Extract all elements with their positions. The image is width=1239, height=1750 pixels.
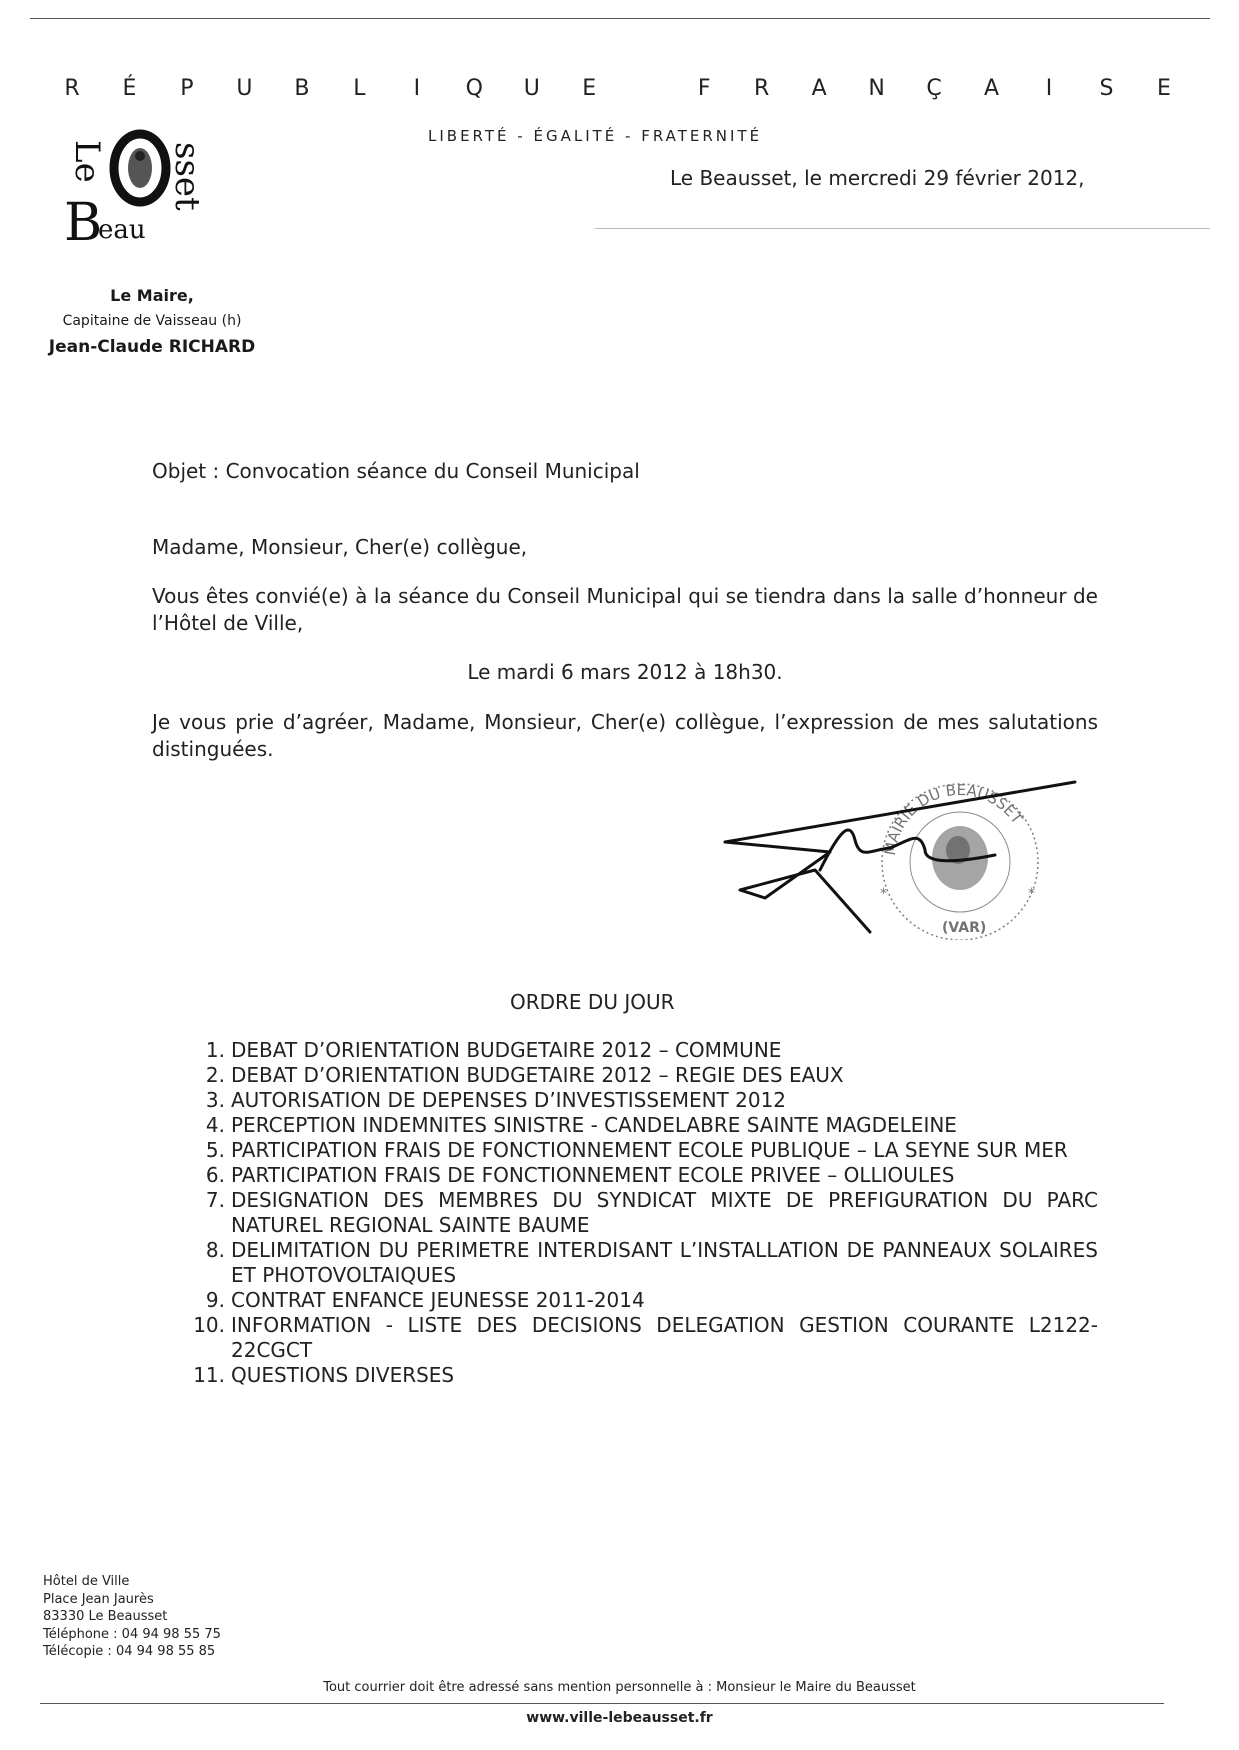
svg-text:MAIRIE DU BEAUSSET: MAIRIE DU BEAUSSET xyxy=(880,780,1027,857)
agenda-item: 4. PERCEPTION INDEMNITES SINISTRE - CANDELABRE SAINTE MAGDELEINE xyxy=(205,1113,957,1137)
mayor-rank: Capitaine de Vaisseau (h) xyxy=(62,313,242,329)
svg-text:sset: sset xyxy=(167,142,207,211)
heading-letter xyxy=(637,76,657,101)
town-logo xyxy=(64,128,207,253)
agenda-item: 3. AUTORISATION DE DEPENSES D’INVESTISSEMENT 2012 xyxy=(205,1088,787,1112)
mayor-name: Jean-Claude RICHARD xyxy=(48,337,256,357)
heading-letter: U xyxy=(523,76,540,101)
date-underline xyxy=(595,228,1210,229)
mayor-title: Le Maire, xyxy=(110,286,194,305)
letter-salutation: Madame, Monsieur, Cher(e) collègue, xyxy=(152,535,528,559)
heading-letter: S xyxy=(1099,76,1114,101)
letter-date: Le Beausset, le mercredi 29 février 2012, xyxy=(670,166,1085,190)
footer-note: Tout courrier doit être adressé sans mention personnelle à : Monsieur le Maire du Beausset xyxy=(323,1680,916,1695)
heading-letter: F xyxy=(697,76,711,101)
signature-and-stamp xyxy=(720,770,1120,940)
agenda-item: 6. PARTICIPATION FRAIS DE FONCTIONNEMENT ECOLE PRIVEE – OLLIOULES xyxy=(205,1163,955,1187)
heading-letter: Ç xyxy=(926,76,942,101)
svg-text:Le: Le xyxy=(67,140,107,183)
top-rule xyxy=(30,18,1210,19)
republic-motto: LIBERTÉ - ÉGALITÉ - FRATERNITÉ xyxy=(428,127,763,145)
heading-letter: B xyxy=(294,76,310,101)
svg-text:B: B xyxy=(64,193,103,253)
heading-letter: I xyxy=(413,76,421,101)
heading-letter: U xyxy=(236,76,253,101)
agenda-title: ORDRE DU JOUR xyxy=(510,990,675,1014)
heading-letter: N xyxy=(868,76,885,101)
letter-subject: Objet : Convocation séance du Conseil Municipal xyxy=(152,459,640,483)
agenda-item: 2. DEBAT D’ORIENTATION BUDGETAIRE 2012 – REGIE DES EAUX xyxy=(205,1063,844,1087)
republique-francaise-heading xyxy=(62,76,1174,101)
agenda-item: 8. DELIMITATION DU PERIMETRE INTERDISANT L’INSTALLATION DE PANNEAUX SOLAIRES ET PHOTOVOLTAIQUES xyxy=(205,1238,1098,1287)
agenda-item: 5. PARTICIPATION FRAIS DE FONCTIONNEMENT ECOLE PUBLIQUE – LA SEYNE SUR MER xyxy=(205,1138,1068,1162)
agenda-item: 9. CONTRAT ENFANCE JEUNESSE 2011-2014 xyxy=(205,1288,645,1312)
heading-letter: L xyxy=(353,76,366,101)
address-line: Place Jean Jaurès xyxy=(43,1591,154,1607)
agenda-item: 11. QUESTIONS DIVERSES xyxy=(193,1363,455,1387)
letter-paragraph: Vous êtes convié(e) à la séance du Conseil Municipal qui se tiendra dans la salle d’honneur de l’Hôtel de Ville, xyxy=(152,584,1098,635)
heading-letter: R xyxy=(753,76,770,101)
agenda-item: 1. DEBAT D’ORIENTATION BUDGETAIRE 2012 – COMMUNE xyxy=(205,1038,782,1062)
mayor-block xyxy=(40,286,264,357)
meeting-date: Le mardi 6 mars 2012 à 18h30. xyxy=(467,660,783,684)
heading-letter: P xyxy=(180,76,194,101)
svg-text:eau: eau xyxy=(98,215,146,245)
agenda-item: 10. INFORMATION - LISTE DES DECISIONS DELEGATION GESTION COURANTE L2122-22CGCT xyxy=(193,1313,1098,1362)
heading-letter: I xyxy=(1045,76,1053,101)
heading-letter: É xyxy=(122,76,137,101)
website-link[interactable]: www.ville-lebeausset.fr xyxy=(526,1710,713,1726)
address-line: Hôtel de Ville xyxy=(43,1574,130,1589)
heading-letter: A xyxy=(983,76,1000,101)
footer-rule xyxy=(40,1703,1164,1704)
agenda-item: 7. DESIGNATION DES MEMBRES DU SYNDICAT MIXTE DE PREFIGURATION DU PARC NATUREL REGIONAL SAINTE BAUME xyxy=(205,1188,1098,1237)
footer-address xyxy=(43,1573,221,1661)
heading-letter: A xyxy=(811,76,827,101)
svg-text:*: * xyxy=(1028,886,1035,902)
heading-letter: E xyxy=(1156,76,1171,101)
fax-line: Télécopie : 04 94 98 55 85 xyxy=(43,1644,216,1659)
address-line: 83330 Le Beausset xyxy=(43,1609,168,1624)
svg-text:(VAR): (VAR) xyxy=(942,920,987,936)
heading-letter: E xyxy=(582,76,597,101)
heading-letter: R xyxy=(64,76,80,101)
svg-text:*: * xyxy=(880,886,887,902)
agenda-list xyxy=(185,1038,1098,1388)
letter-closing: Je vous prie d’agréer, Madame, Monsieur, Cher(e) collègue, l’expression de mes salutations distinguées. xyxy=(152,710,1098,761)
heading-letter: Q xyxy=(465,76,483,101)
phone-line: Téléphone : 04 94 98 55 75 xyxy=(43,1626,221,1642)
